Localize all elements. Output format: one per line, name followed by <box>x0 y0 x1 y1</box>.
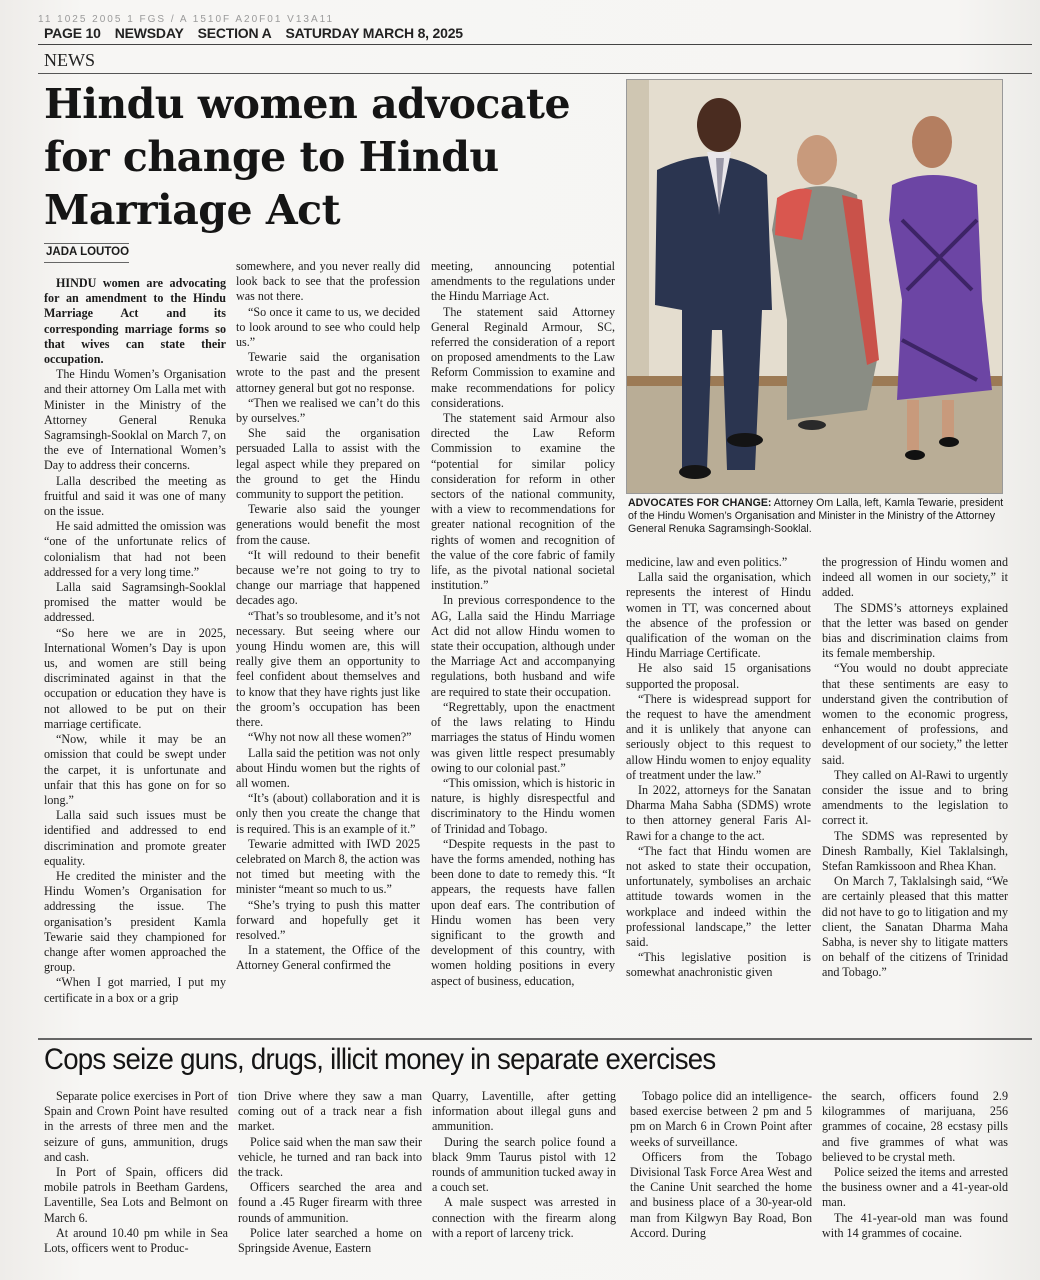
article-paragraph: “When I got married, I put my certificate in a box or a grip <box>44 975 226 1005</box>
article-paragraph: Tewarie also said the younger generations would benefit the most from the cause. <box>236 502 420 547</box>
article-paragraph: In 2022, attorneys for the Sanatan Dharma Maha Sabha (SDMS) wrote to then attorney general Faris Al-Rawi for a change to the act. <box>626 783 811 843</box>
article-paragraph: “Regrettably, upon the enactment of the laws relating to Hindu marriages the status of Hindu women was given little respect presumably owing to our colonial past.” <box>431 699 615 775</box>
photo-caption <box>628 497 1008 536</box>
article-paragraph: “Then we realised we can’t do this by ourselves.” <box>236 395 420 426</box>
article-paragraph: medicine, law and even politics.” <box>626 555 788 569</box>
article2-column-2 <box>238 1089 422 1256</box>
article-paragraph: “Now, while it may be an omission that could be swept under the carpet, it is unfortunate and unfair that this has gone on for so long.” <box>44 732 226 807</box>
article2-paragraph: The 41-year-old man was found with 14 grammes of cocaine. <box>822 1210 1008 1240</box>
article-paragraph: the progression of Hindu women and indeed all women in our society,” it added. <box>822 555 1008 600</box>
article2-column-3 <box>432 1089 616 1241</box>
article2-paragraph: Officers from the Tobago Divisional Task Force Area West and the Canine Unit searched the home and business place of a 30-year-old man from Kilgwyn Bay Road, Bon Accord. During <box>630 1149 812 1240</box>
article-paragraph: meeting, announcing potential amendments to the regulations under the Hindu Marriage Act. <box>431 259 615 304</box>
section-label: NEWS <box>44 50 95 70</box>
article2-paragraph: During the search police found a black 9mm Taurus pistol with 12 rounds of ammunition tucked away in a couch set. <box>432 1134 616 1195</box>
article2-paragraph: the search, officers found 2.9 kilogrammes of marijuana, 256 grammes of cocaine, 28 ecstasy pills and five grammes of what was believed to be crystal meth. <box>822 1089 1008 1164</box>
article2-paragraph: Police seized the items and arrested the business owner and a 41-year-old man. <box>822 1165 1008 1210</box>
article-paragraph: The SDMS was represented by Dinesh Rambally, Kiel Taklalsingh, Stefan Ramkissoon and Rhea Khan. <box>822 828 1008 874</box>
article-paragraph: “It’s (about) collaboration and it is only then you create the change that is required. This is an example of it.” <box>236 791 420 836</box>
paper-name: NEWSDAY <box>114 25 184 41</box>
article2-paragraph: tion Drive where they saw a man coming out of a track near a fish market. <box>238 1089 422 1134</box>
article-paragraph: Lalla described the meeting as fruitful and said it was one of many on the issue. <box>44 473 226 519</box>
article-column-3 <box>431 259 615 989</box>
byline-rule-top <box>44 243 129 244</box>
article-paragraph: “You would no doubt appreciate that these sentiments are easy to understand given the contribution of women to the economic progress, enhancement of professions, and development of our society,” the letter said. <box>822 661 1008 767</box>
folio-rule <box>38 44 1032 45</box>
article-paragraph: He said admitted the omission was “one of the unfortunate relics of colonialism that had not been addressed for a very long time.” <box>44 519 226 579</box>
article-paragraph: Tewarie said the organisation wrote to the past and the present attorney general but got no response. <box>236 350 420 395</box>
article-paragraph: HINDU women are advocating for an amendment to the Hindu Marriage Act and its corresponding marriage forms so that wives can state their occupation. <box>44 276 226 367</box>
article-column-5 <box>822 555 1008 981</box>
article-paragraph: The statement said Attorney General Reginald Armour, SC, referred the consideration of a report on proposed amendments to the Law Reform Commission to examine and make recommendations for policy considerations. <box>431 304 615 410</box>
article-paragraph: In a statement, the Office of the Attorney General confirmed the <box>236 943 420 973</box>
article-paragraph: Lalla said the organisation, which represents the interest of Hindu women in TT, was concerned about the absence of the profession or qualification of the woman on the Hindu Marriage Certificate. <box>626 570 811 661</box>
article-paragraph: Lalla said Sagramsingh-Sooklal promised the matter would be addressed. <box>44 580 226 625</box>
article2-column-5 <box>822 1089 1008 1241</box>
article-paragraph: “That’s so troublesome, and it’s not necessary. But seeing where our young Hindu women are, this will really give them an opportunity to feel confident about themselves and to know that they have rights just like the groom’s occupation has been there. <box>236 608 420 730</box>
article-paragraph: “Despite requests in the past to have the forms amended, nothing has been done to date to remedy this. “It appears, the requests have fallen upon deaf ears. The contribution of Hindu women has been very significant to the growth and development of this country, with women holding positions in every aspect of business, education, <box>431 836 615 988</box>
article-paragraph: “This legislative position is somewhat anachronistic given <box>626 950 811 980</box>
article2-paragraph: At around 10.40 pm while in Sea Lots, officers went to Produc- <box>44 1225 228 1256</box>
article-photo <box>626 79 1003 494</box>
article-paragraph: On March 7, Taklalsingh said, “We are certainly pleased that this matter did not have to go to litigation and my client, the Sanatan Dharma Maha Sabha, is never shy to litigate matters on behalf of the citizens of Trinidad and Tobago.” <box>822 874 1008 980</box>
caption-label: ADVOCATES FOR CHANGE: <box>628 497 772 509</box>
article-paragraph: She said the organisation persuaded Lalla to assist with the legal aspect while they prepared on the ground to get the Hindu community to support the petition. <box>236 426 420 502</box>
byline: JADA LOUTOO <box>46 246 130 258</box>
article2-column-4 <box>630 1089 812 1241</box>
article2-paragraph: Quarry, Laventille, after getting information about illegal guns and ammunition. <box>432 1089 616 1134</box>
photo-wall-edge <box>627 80 649 380</box>
article2-column-1 <box>44 1089 228 1256</box>
article2-paragraph: Police said when the man saw their vehicle, he turned and ran back into the track. <box>238 1134 422 1180</box>
article-paragraph: “She’s trying to push this matter forward and hopefully get it resolved.” <box>236 897 420 942</box>
page-folio <box>44 25 463 41</box>
article-paragraph: In previous correspondence to the AG, Lalla said the Hindu Marriage Act did not allow Hindu women to state their occupation, although under the Marriage Act and accompanying regulations, both husband and wife are required to state their occupation. <box>431 593 615 699</box>
article2-paragraph: Police later searched a home on Springside Avenue, Eastern <box>238 1225 422 1256</box>
section-rule <box>38 73 1032 74</box>
article2-paragraph: A male suspect was arrested in connection with the firearm along with a report of larceny trick. <box>432 1195 616 1240</box>
article-paragraph: somewhere, and you never really did look back to see that the profession was not there. <box>236 259 420 304</box>
article-paragraph: Lalla said such issues must be identified and addressed to end discrimination and promote greater equality. <box>44 808 226 868</box>
article-paragraph: Lalla said the petition was not only about Hindu women but the rights of all women. <box>236 745 420 790</box>
article-paragraph: “There is widespread support for the request to have the amendment and it is unlikely that anyone can seriously object to this request to allow Hindu women to enjoy equality of treatment under the law.” <box>626 691 811 782</box>
article-paragraph: They called on Al-Rawi to urgently consider the issue and to bring amendments to the legislation to correct it. <box>822 767 1008 828</box>
article2-headline: Cops seize guns, drugs, illicit money in separate exercises <box>44 1043 716 1076</box>
article-column-4 <box>626 555 811 981</box>
article-column-1 <box>44 276 226 1006</box>
article-paragraph: “This omission, which is historic in nature, is highly disrespectful and discriminatory to the Hindu women of Trinidad and Tobago. <box>431 775 615 836</box>
article-headline: Hindu women advocate for change to Hindu Marriage Act <box>44 80 571 234</box>
photo-three-people <box>627 80 1002 493</box>
article-paragraph: Tewarie admitted with IWD 2025 celebrated on March 8, the action was not timed but meeting with the minister “meant so much to us.” <box>236 836 420 897</box>
article-paragraph: “Why not now all these women?” <box>248 730 412 745</box>
caption-text: Attorney Om Lalla, left, Kamla Tewarie, president of the Hindu Women’s Organisation and Minister in the Ministry of the Attorney General Renuka Sagramsingh-Sooklal. <box>628 497 1004 535</box>
page-number: PAGE 10 <box>44 25 101 41</box>
article-paragraph: “It will redound to their benefit because we’re not going to try to change our marriage that happened decades ago. <box>236 547 420 608</box>
article-paragraph: He also said 15 organisations supported the proposal. <box>626 661 811 691</box>
issue-date: SATURDAY MARCH 8, 2025 <box>285 25 463 41</box>
article-paragraph: The SDMS’s attorneys explained that the letter was based on gender bias and discrimination claims from its female membership. <box>822 600 1008 661</box>
article-column-2 <box>236 259 420 974</box>
article-paragraph: “The fact that Hindu women are not asked to state their occupation, unfortunately, symbolises an archaic attitude towards women in the workplace and indeed within the professional landscape,” the letter said. <box>626 843 811 950</box>
article2-paragraph: In Port of Spain, officers did mobile patrols in Beetham Gardens, Laventille, Sea Lots and Belmont on March 6. <box>44 1165 228 1225</box>
article2-paragraph: Tobago police did an intelligence-based exercise between 2 pm and 5 pm on March 6 in Crown Point after weeks of surveillance. <box>630 1089 812 1149</box>
section-name: SECTION A <box>197 25 272 41</box>
article-paragraph: The statement said Armour also directed the Law Reform Commission to examine the “potential for similar policy consideration for reform in other sectors of the national community, with a view to recommendations for greater national recognition of the rights of women and recognition of the value of the core fabric of family life, as the pivotal national societal institution.” <box>431 411 615 593</box>
article2-paragraph: Officers searched the area and found a .45 Ruger firearm with three rounds of ammunition. <box>238 1180 422 1225</box>
article-paragraph: The Hindu Women’s Organisation and their attorney Om Lalla met with Minister in the Ministry of the Attorney General Renuka Sagramsingh-Sooklal on March 7, on the eve of International Women’s Day to address their concerns. <box>44 367 226 473</box>
scan-artifact-text: 11 1025 2005 1 FGS / A 1510F A20F01 V13A11 <box>38 14 335 25</box>
byline-rule-bottom <box>44 262 129 263</box>
article-paragraph: “So here we are in 2025, International Women’s Day is upon us, and women are still being discriminated against in that the occupation or education they have is not allowed to be put on their marriage certificate. <box>44 625 226 731</box>
article-paragraph: He credited the minister and the Hindu Women’s Organisation for addressing the issue. The organisation’s president Kamla Tewarie said they championed for change after women approached the group. <box>44 868 226 975</box>
article-paragraph: “So once it came to us, we decided to look around to see who could help us.” <box>236 304 420 350</box>
article2-paragraph: Separate police exercises in Port of Spain and Crown Point have resulted in the arrests of three men and the seizure of guns, ammunition, drugs and cash. <box>44 1089 228 1164</box>
